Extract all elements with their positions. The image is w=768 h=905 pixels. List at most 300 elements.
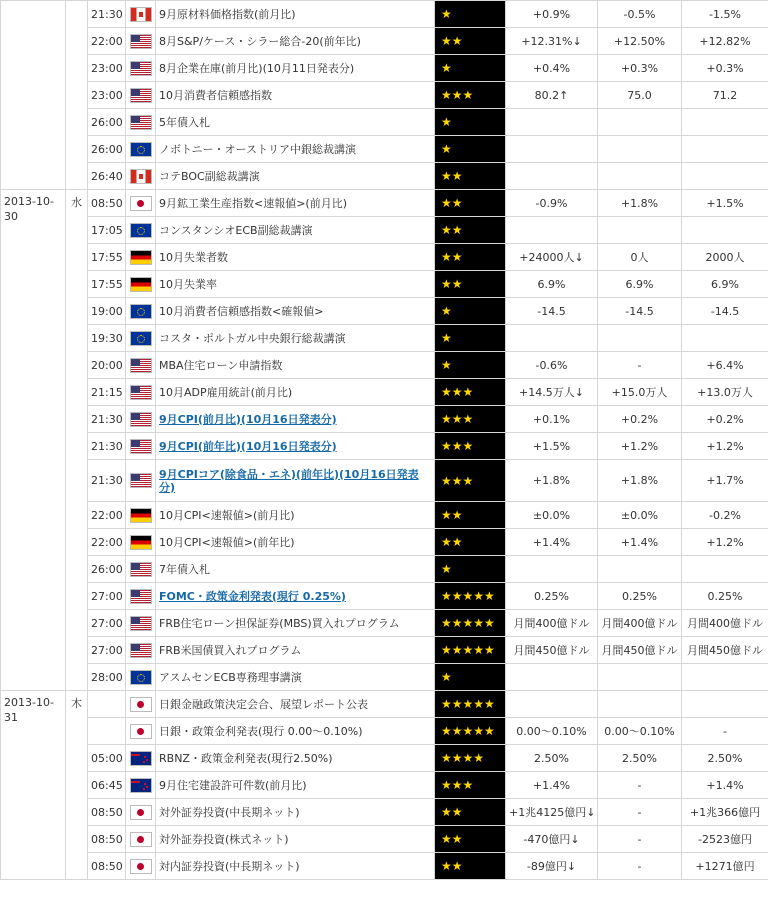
flag-de-icon bbox=[131, 251, 151, 264]
event-name: FRB米国債買入れプログラム bbox=[159, 643, 302, 657]
event-name: 9月住宅建設許可件数(前月比) bbox=[159, 778, 307, 792]
time-cell: 26:00 bbox=[88, 136, 126, 163]
event-cell[interactable] bbox=[156, 583, 435, 610]
country-flag-cell bbox=[126, 691, 156, 718]
time-cell bbox=[88, 718, 126, 745]
time-cell: 17:05 bbox=[88, 217, 126, 244]
flag-us-icon bbox=[131, 413, 151, 426]
result-cell bbox=[506, 664, 598, 691]
country-flag-cell bbox=[126, 109, 156, 136]
calendar-row bbox=[1, 583, 768, 610]
calendar-row bbox=[1, 379, 768, 406]
importance-stars: ★★ bbox=[435, 853, 506, 880]
calendar-body bbox=[1, 1, 768, 880]
calendar-row bbox=[1, 556, 768, 583]
event-cell bbox=[156, 217, 435, 244]
country-flag-cell bbox=[126, 772, 156, 799]
forecast-cell: +1.8% bbox=[598, 460, 682, 502]
event-cell bbox=[156, 529, 435, 556]
result-cell bbox=[506, 691, 598, 718]
time-cell: 19:30 bbox=[88, 325, 126, 352]
time-cell: 26:00 bbox=[88, 109, 126, 136]
previous-cell: +0.2% bbox=[682, 406, 768, 433]
result-cell: 6.9% bbox=[506, 271, 598, 298]
result-cell bbox=[506, 136, 598, 163]
previous-cell bbox=[682, 556, 768, 583]
forecast-cell bbox=[598, 556, 682, 583]
previous-cell bbox=[682, 136, 768, 163]
event-cell bbox=[156, 325, 435, 352]
calendar-row bbox=[1, 610, 768, 637]
previous-cell: +1271億円 bbox=[682, 853, 768, 880]
forecast-cell: +12.50% bbox=[598, 28, 682, 55]
previous-cell: 月間450億ドル bbox=[682, 637, 768, 664]
event-cell bbox=[156, 298, 435, 325]
flag-eu-icon bbox=[131, 143, 151, 156]
date-cell: 2013-10-30 bbox=[1, 190, 66, 691]
event-name: 10月ADP雇用統計(前月比) bbox=[159, 385, 293, 399]
weekday-cell: 水 bbox=[66, 190, 88, 691]
event-link[interactable]: 9月CPI(前年比)(10月16日発表分) bbox=[159, 439, 337, 453]
country-flag-cell bbox=[126, 826, 156, 853]
date-cell bbox=[1, 1, 66, 190]
result-cell: +1.5% bbox=[506, 433, 598, 460]
calendar-row bbox=[1, 163, 768, 190]
importance-stars: ★ bbox=[435, 664, 506, 691]
importance-stars: ★★ bbox=[435, 244, 506, 271]
forecast-cell bbox=[598, 691, 682, 718]
time-cell: 22:00 bbox=[88, 28, 126, 55]
forecast-cell bbox=[598, 217, 682, 244]
country-flag-cell bbox=[126, 244, 156, 271]
time-cell: 23:00 bbox=[88, 55, 126, 82]
importance-stars: ★★ bbox=[435, 28, 506, 55]
event-cell bbox=[156, 637, 435, 664]
country-flag-cell bbox=[126, 217, 156, 244]
result-cell: -89億円↓ bbox=[506, 853, 598, 880]
previous-cell: +1.4% bbox=[682, 772, 768, 799]
forecast-cell: - bbox=[598, 772, 682, 799]
calendar-row bbox=[1, 28, 768, 55]
country-flag-cell bbox=[126, 664, 156, 691]
forecast-cell bbox=[598, 325, 682, 352]
calendar-row bbox=[1, 217, 768, 244]
event-name: FRB住宅ローン担保証券(MBS)買入れプログラム bbox=[159, 616, 400, 630]
importance-stars: ★★ bbox=[435, 271, 506, 298]
time-cell: 05:00 bbox=[88, 745, 126, 772]
previous-cell: 0.25% bbox=[682, 583, 768, 610]
event-cell[interactable] bbox=[156, 406, 435, 433]
time-cell: 08:50 bbox=[88, 799, 126, 826]
country-flag-cell bbox=[126, 352, 156, 379]
calendar-row bbox=[1, 637, 768, 664]
forecast-cell: - bbox=[598, 853, 682, 880]
event-cell bbox=[156, 664, 435, 691]
forecast-cell: +1.8% bbox=[598, 190, 682, 217]
event-name: 10月CPI<速報値>(前月比) bbox=[159, 508, 295, 522]
calendar-row bbox=[1, 325, 768, 352]
result-cell: -14.5 bbox=[506, 298, 598, 325]
calendar-row bbox=[1, 352, 768, 379]
calendar-row bbox=[1, 271, 768, 298]
result-cell bbox=[506, 163, 598, 190]
flag-us-icon bbox=[131, 62, 151, 75]
time-cell: 08:50 bbox=[88, 190, 126, 217]
flag-ca-icon bbox=[131, 8, 151, 21]
result-cell: -0.6% bbox=[506, 352, 598, 379]
importance-stars: ★★ bbox=[435, 529, 506, 556]
importance-stars: ★★ bbox=[435, 826, 506, 853]
event-cell bbox=[156, 745, 435, 772]
forecast-cell: 75.0 bbox=[598, 82, 682, 109]
importance-stars: ★★ bbox=[435, 163, 506, 190]
result-cell: ±0.0% bbox=[506, 502, 598, 529]
time-cell: 21:30 bbox=[88, 433, 126, 460]
event-cell bbox=[156, 163, 435, 190]
time-cell: 22:00 bbox=[88, 502, 126, 529]
event-name: アスムセンECB専務理事講演 bbox=[159, 670, 302, 684]
result-cell: -470億円↓ bbox=[506, 826, 598, 853]
forecast-cell: 0人 bbox=[598, 244, 682, 271]
calendar-row bbox=[1, 460, 768, 502]
country-flag-cell bbox=[126, 583, 156, 610]
flag-jp-icon bbox=[131, 806, 151, 819]
result-cell: 0.00～0.10% bbox=[506, 718, 598, 745]
flag-nz-icon bbox=[131, 752, 151, 765]
event-cell bbox=[156, 271, 435, 298]
forecast-cell: +0.2% bbox=[598, 406, 682, 433]
result-cell: +1.4% bbox=[506, 529, 598, 556]
importance-stars: ★ bbox=[435, 55, 506, 82]
event-cell bbox=[156, 82, 435, 109]
event-name: コスタ・ポルトガル中央銀行総裁講演 bbox=[159, 331, 346, 345]
event-name: 5年債入札 bbox=[159, 115, 210, 129]
flag-eu-icon bbox=[131, 224, 151, 237]
country-flag-cell bbox=[126, 136, 156, 163]
event-link[interactable]: FOMC・政策金利発表(現行 0.25%) bbox=[159, 589, 346, 603]
time-cell bbox=[88, 691, 126, 718]
importance-stars: ★★★★★ bbox=[435, 610, 506, 637]
time-cell: 26:00 bbox=[88, 556, 126, 583]
previous-cell: 6.9% bbox=[682, 271, 768, 298]
country-flag-cell bbox=[126, 460, 156, 502]
event-name: 7年債入札 bbox=[159, 562, 210, 576]
importance-stars: ★★★ bbox=[435, 433, 506, 460]
weekday-cell bbox=[66, 1, 88, 190]
previous-cell bbox=[682, 217, 768, 244]
event-cell bbox=[156, 610, 435, 637]
event-name: RBNZ・政策金利発表(現行2.50%) bbox=[159, 751, 333, 765]
calendar-row bbox=[1, 772, 768, 799]
country-flag-cell bbox=[126, 190, 156, 217]
calendar-row bbox=[1, 799, 768, 826]
result-cell bbox=[506, 556, 598, 583]
forecast-cell: 2.50% bbox=[598, 745, 682, 772]
result-cell: 80.2↑ bbox=[506, 82, 598, 109]
forecast-cell: ±0.0% bbox=[598, 502, 682, 529]
event-cell bbox=[156, 799, 435, 826]
event-cell bbox=[156, 556, 435, 583]
flag-de-icon bbox=[131, 536, 151, 549]
event-link[interactable]: 9月CPIコア(除食品・エネ)(前年比)(10月16日発表分) bbox=[159, 467, 419, 494]
event-cell bbox=[156, 1, 435, 28]
importance-stars: ★★ bbox=[435, 217, 506, 244]
calendar-row bbox=[1, 136, 768, 163]
result-cell: 2.50% bbox=[506, 745, 598, 772]
flag-us-icon bbox=[131, 617, 151, 630]
forecast-cell: 月間450億ドル bbox=[598, 637, 682, 664]
importance-stars: ★★ bbox=[435, 190, 506, 217]
time-cell: 17:55 bbox=[88, 244, 126, 271]
forecast-cell bbox=[598, 664, 682, 691]
flag-us-icon bbox=[131, 440, 151, 453]
previous-cell bbox=[682, 163, 768, 190]
forecast-cell: - bbox=[598, 826, 682, 853]
previous-cell: +1.5% bbox=[682, 190, 768, 217]
event-name: 9月原材料価格指数(前月比) bbox=[159, 7, 296, 21]
event-cell[interactable] bbox=[156, 433, 435, 460]
flag-eu-icon bbox=[131, 671, 151, 684]
event-cell bbox=[156, 190, 435, 217]
flag-us-icon bbox=[131, 563, 151, 576]
flag-us-icon bbox=[131, 474, 151, 487]
country-flag-cell bbox=[126, 853, 156, 880]
calendar-row bbox=[1, 55, 768, 82]
result-cell: +24000人↓ bbox=[506, 244, 598, 271]
result-cell: 月間450億ドル bbox=[506, 637, 598, 664]
country-flag-cell bbox=[126, 379, 156, 406]
previous-cell: +1.7% bbox=[682, 460, 768, 502]
flag-de-icon bbox=[131, 509, 151, 522]
time-cell: 20:00 bbox=[88, 352, 126, 379]
previous-cell: 月間400億ドル bbox=[682, 610, 768, 637]
time-cell: 28:00 bbox=[88, 664, 126, 691]
flag-ca-icon bbox=[131, 170, 151, 183]
calendar-row bbox=[1, 298, 768, 325]
flag-us-icon bbox=[131, 644, 151, 657]
time-cell: 26:40 bbox=[88, 163, 126, 190]
forecast-cell: 月間400億ドル bbox=[598, 610, 682, 637]
importance-stars: ★★★ bbox=[435, 406, 506, 433]
forecast-cell: -14.5 bbox=[598, 298, 682, 325]
country-flag-cell bbox=[126, 502, 156, 529]
flag-us-icon bbox=[131, 590, 151, 603]
result-cell: -0.9% bbox=[506, 190, 598, 217]
importance-stars: ★★★ bbox=[435, 379, 506, 406]
forecast-cell: - bbox=[598, 799, 682, 826]
flag-eu-icon bbox=[131, 305, 151, 318]
forecast-cell: - bbox=[598, 352, 682, 379]
flag-nz-icon bbox=[131, 779, 151, 792]
country-flag-cell bbox=[126, 799, 156, 826]
flag-jp-icon bbox=[131, 833, 151, 846]
importance-stars: ★★★ bbox=[435, 772, 506, 799]
previous-cell bbox=[682, 325, 768, 352]
event-link[interactable]: 9月CPI(前月比)(10月16日発表分) bbox=[159, 412, 337, 426]
previous-cell: -14.5 bbox=[682, 298, 768, 325]
previous-cell: 2000人 bbox=[682, 244, 768, 271]
event-name: 10月消費者信頼感指数<確報値> bbox=[159, 304, 324, 318]
previous-cell: -0.2% bbox=[682, 502, 768, 529]
calendar-row bbox=[1, 529, 768, 556]
previous-cell: -1.5% bbox=[682, 1, 768, 28]
event-cell bbox=[156, 55, 435, 82]
importance-stars: ★★ bbox=[435, 799, 506, 826]
result-cell: +14.5万人↓ bbox=[506, 379, 598, 406]
forecast-cell: +15.0万人 bbox=[598, 379, 682, 406]
previous-cell: +1兆366億円 bbox=[682, 799, 768, 826]
result-cell: +1兆4125億円↓ bbox=[506, 799, 598, 826]
country-flag-cell bbox=[126, 163, 156, 190]
importance-stars: ★ bbox=[435, 325, 506, 352]
event-cell bbox=[156, 691, 435, 718]
previous-cell: +1.2% bbox=[682, 433, 768, 460]
event-cell bbox=[156, 244, 435, 271]
event-name: 9月鉱工業生産指数<速報値>(前月比) bbox=[159, 196, 348, 210]
previous-cell: 71.2 bbox=[682, 82, 768, 109]
time-cell: 17:55 bbox=[88, 271, 126, 298]
previous-cell: -2523億円 bbox=[682, 826, 768, 853]
time-cell: 06:45 bbox=[88, 772, 126, 799]
importance-stars: ★★★★★ bbox=[435, 583, 506, 610]
event-name: 対外証券投資(中長期ネット) bbox=[159, 805, 300, 819]
country-flag-cell bbox=[126, 433, 156, 460]
event-name: 10月消費者信頼感指数 bbox=[159, 88, 272, 102]
time-cell: 21:30 bbox=[88, 460, 126, 502]
time-cell: 19:00 bbox=[88, 298, 126, 325]
result-cell: 0.25% bbox=[506, 583, 598, 610]
previous-cell: +13.0万人 bbox=[682, 379, 768, 406]
event-name: 10月CPI<速報値>(前年比) bbox=[159, 535, 295, 549]
calendar-row bbox=[1, 109, 768, 136]
importance-stars: ★★ bbox=[435, 502, 506, 529]
event-cell bbox=[156, 109, 435, 136]
previous-cell bbox=[682, 109, 768, 136]
calendar-row bbox=[1, 406, 768, 433]
forecast-cell bbox=[598, 163, 682, 190]
country-flag-cell bbox=[126, 55, 156, 82]
result-cell: +0.4% bbox=[506, 55, 598, 82]
time-cell: 23:00 bbox=[88, 82, 126, 109]
flag-us-icon bbox=[131, 35, 151, 48]
calendar-row bbox=[1, 826, 768, 853]
calendar-row bbox=[1, 691, 768, 718]
country-flag-cell bbox=[126, 82, 156, 109]
forecast-cell: -0.5% bbox=[598, 1, 682, 28]
importance-stars: ★★★ bbox=[435, 460, 506, 502]
country-flag-cell bbox=[126, 406, 156, 433]
time-cell: 27:00 bbox=[88, 610, 126, 637]
country-flag-cell bbox=[126, 325, 156, 352]
flag-jp-icon bbox=[131, 725, 151, 738]
country-flag-cell bbox=[126, 718, 156, 745]
flag-eu-icon bbox=[131, 332, 151, 345]
flag-us-icon bbox=[131, 359, 151, 372]
importance-stars: ★ bbox=[435, 352, 506, 379]
calendar-row bbox=[1, 853, 768, 880]
flag-us-icon bbox=[131, 89, 151, 102]
country-flag-cell bbox=[126, 610, 156, 637]
result-cell: 月間400億ドル bbox=[506, 610, 598, 637]
forecast-cell: 0.25% bbox=[598, 583, 682, 610]
previous-cell: 2.50% bbox=[682, 745, 768, 772]
forecast-cell: 0.00～0.10% bbox=[598, 718, 682, 745]
event-cell[interactable] bbox=[156, 460, 435, 502]
flag-jp-icon bbox=[131, 860, 151, 873]
event-cell bbox=[156, 853, 435, 880]
flag-jp-icon bbox=[131, 698, 151, 711]
result-cell: +0.9% bbox=[506, 1, 598, 28]
importance-stars: ★ bbox=[435, 109, 506, 136]
event-cell bbox=[156, 502, 435, 529]
time-cell: 21:30 bbox=[88, 1, 126, 28]
weekday-cell: 木 bbox=[66, 691, 88, 880]
result-cell: +12.31%↓ bbox=[506, 28, 598, 55]
event-name: 対外証券投資(株式ネット) bbox=[159, 832, 289, 846]
event-cell bbox=[156, 826, 435, 853]
importance-stars: ★★★★★ bbox=[435, 718, 506, 745]
time-cell: 08:50 bbox=[88, 853, 126, 880]
country-flag-cell bbox=[126, 637, 156, 664]
country-flag-cell bbox=[126, 28, 156, 55]
event-name: ノボトニー・オーストリア中銀総裁講演 bbox=[159, 142, 357, 156]
importance-stars: ★ bbox=[435, 136, 506, 163]
event-name: 日銀・政策金利発表(現行 0.00～0.10%) bbox=[159, 724, 363, 738]
country-flag-cell bbox=[126, 556, 156, 583]
calendar-row bbox=[1, 82, 768, 109]
result-cell: +1.8% bbox=[506, 460, 598, 502]
event-name: コテBOC副総裁講演 bbox=[159, 169, 260, 183]
result-cell: +0.1% bbox=[506, 406, 598, 433]
event-cell bbox=[156, 718, 435, 745]
event-name: コンスタンシオECB副総裁講演 bbox=[159, 223, 313, 237]
calendar-row bbox=[1, 718, 768, 745]
importance-stars: ★★★ bbox=[435, 82, 506, 109]
event-name: 日銀金融政策決定会合、展望レポート公表 bbox=[159, 697, 368, 711]
result-cell: +1.4% bbox=[506, 772, 598, 799]
country-flag-cell bbox=[126, 745, 156, 772]
event-cell bbox=[156, 772, 435, 799]
previous-cell: +6.4% bbox=[682, 352, 768, 379]
calendar-row bbox=[1, 664, 768, 691]
flag-jp-icon bbox=[131, 197, 151, 210]
result-cell bbox=[506, 109, 598, 136]
previous-cell: +0.3% bbox=[682, 55, 768, 82]
calendar-row bbox=[1, 1, 768, 28]
importance-stars: ★★★★ bbox=[435, 745, 506, 772]
forecast-cell: +0.3% bbox=[598, 55, 682, 82]
event-name: 10月失業率 bbox=[159, 277, 217, 291]
forecast-cell: +1.2% bbox=[598, 433, 682, 460]
time-cell: 21:15 bbox=[88, 379, 126, 406]
event-name: 8月企業在庫(前月比)(10月11日発表分) bbox=[159, 61, 355, 75]
event-name: 8月S&P/ケース・シラー総合-20(前年比) bbox=[159, 34, 361, 48]
time-cell: 22:00 bbox=[88, 529, 126, 556]
event-cell bbox=[156, 379, 435, 406]
result-cell bbox=[506, 325, 598, 352]
importance-stars: ★ bbox=[435, 556, 506, 583]
result-cell bbox=[506, 217, 598, 244]
time-cell: 27:00 bbox=[88, 637, 126, 664]
event-name: MBA住宅ローン申請指数 bbox=[159, 358, 283, 372]
previous-cell: +1.2% bbox=[682, 529, 768, 556]
country-flag-cell bbox=[126, 529, 156, 556]
previous-cell bbox=[682, 664, 768, 691]
flag-us-icon bbox=[131, 116, 151, 129]
importance-stars: ★ bbox=[435, 1, 506, 28]
calendar-row bbox=[1, 244, 768, 271]
event-cell bbox=[156, 136, 435, 163]
